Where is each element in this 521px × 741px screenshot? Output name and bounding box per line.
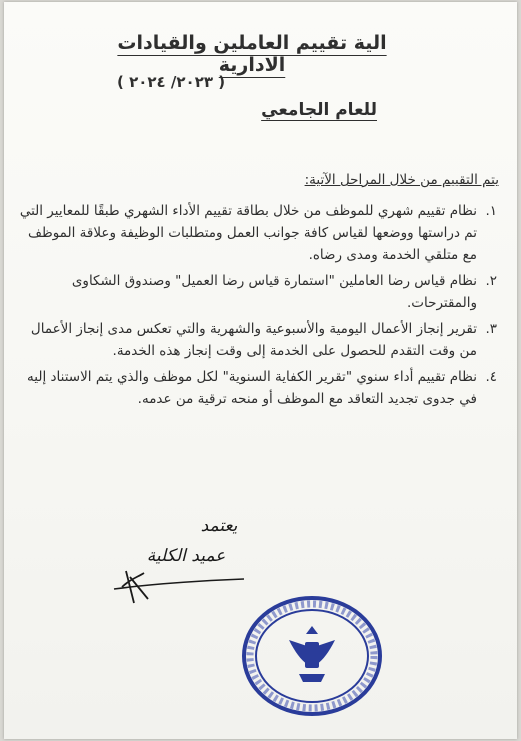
document-page [4,2,517,739]
signature-title: عميد الكلية [146,546,226,566]
official-stamp [237,590,387,720]
item-number: ١. [485,203,497,219]
list-item [13,318,499,362]
signature-approve: يعتمد [200,516,238,536]
document-title: الية تقييم العاملين والقيادات الادارية [117,32,387,76]
academic-year: ( ٢٠٢٣/ ٢٠٢٤ ) [117,73,226,91]
item-number: ٤. [485,369,497,385]
academic-year-block [117,68,377,124]
intro-text: يتم التقييم من خلال المراحل الآتية: [304,172,499,188]
evaluation-list [13,200,499,414]
list-item [13,200,499,266]
item-text: تقرير إنجاز الأعمال اليومية والأسبوعية والشهرية والتي تعكس مدى إنجاز الأعمال من وقت التقدم للحصول على الخدمة إلى وقت إنجاز هذه الخدمة. [30,321,477,359]
item-number: ٣. [485,321,497,337]
list-item [13,270,499,314]
academic-year-label: للعام الجامعي [261,100,377,120]
item-text: نظام تقييم أداء سنوي "تقرير الكفاية السنوية" لكل موظف والذي يتم الاستناد إليه في جدوى تجديد التعاقد مع الموظف أو منحه ترقية من عدمه. [27,369,477,407]
item-text: نظام تقييم شهري للموظف من خلال بطاقة تقييم الأداء الشهري طبقًا للمعايير التي تم دراستها ووضعها لقياس كافة جوانب العمل ومتطلبات الوظيفة وعلاقة الموظف مع متلقي الخدمة ومدى رضاه. [19,203,477,263]
eagle-emblem-icon [289,626,335,682]
list-item [13,366,499,410]
item-text: نظام قياس رضا العاملين "استمارة قياس رضا العميل" وصندوق الشكاوى والمقترحات. [71,273,477,311]
item-number: ٢. [485,273,497,289]
